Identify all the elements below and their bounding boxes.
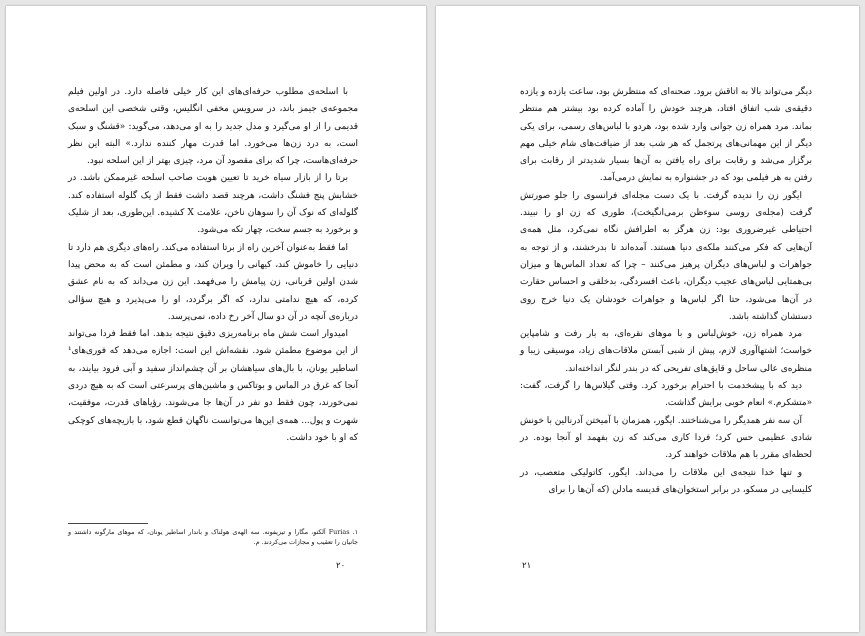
page-number: ۲۱ [522,561,532,571]
footnote-divider [68,523,148,524]
paragraph: برتا را از بازار سیاه خرید تا تعیین هویت صاحب اسلحه غیرممکن باشد. در خشابش پنج فشنگ داشت، هرچند قصد داشت فقط از یک گلوله استفاده کند. گلوله‌ای که نوک آن را سوهان ناخن، علامت X کشیده. این‌طوری، بعد از شلیک و برخورد به جسم سخت، چهار تکه می‌شود. [68,173,358,236]
paragraph: آن سه نفر همدیگر را می‌شناختند. ایگور، همزمان با آمیختن آدرنالین با خونش شادی عظیمی حس کرد؛ فردا کاری می‌کند که زن بفهمد او آنجا بوده. در لحظه‌ای مقرر با هم ملاقات خواهند کرد. [520,415,812,461]
paragraph: دید که با پیشخدمت با احترام برخورد کرد. وقتی گیلاس‌ها را گرفت، گفت: «متشکرم.» انعام خوبی برایش گذاشت. [520,381,812,409]
left-page-body [68,84,358,447]
paragraph: مرد همراه زن، خوش‌لباس و با موهای نقره‌ای، به بار رفت و شامپاین خواست؛ اشتهاآوری لازم، پیش از شبی آبستن ملاقات‌های زیاد، موسیقی زیبا و منظره‌ی عالی ساحل و قایق‌های تفریحی که در بندر لنگر انداخته‌اند. [520,329,812,374]
right-page-body [520,84,812,499]
left-page [6,6,426,632]
paragraph: اما فقط به‌عنوان آخرین راه از برتا استفاده می‌کند. راه‌های دیگری هم دارد تا دنیایی را خاموش کند، کیهانی را ویران کند، و مطمئن است که به محض پیدا شدن اولین قربانی، زن پیامش را می‌فهمد. این زن می‌داند که به نام عشق کرده، که هیچ ندامتی ندارد، که اگر برگردد، او را می‌پذیرد و هیچ سؤالی درباره‌ی آنچه در آن دو سال آخر رخ داده، نمی‌پرسد. [68,242,358,322]
page-number: ۲۰ [336,561,346,571]
right-page [436,6,859,632]
paragraph: دیگر می‌تواند بالا به اتاقش برود. صحنه‌ای که منتظرش بود، ساعت یازده و یازده دقیقه‌ی شب اتفاق افتاد، هرچند خودش را آماده کرده بود بیشتر هم منتظر بماند. مرد همراه زن جوانی وارد شده بود، هردو با لباس‌های رسمی، برای یکی دیگر از این مهمانی‌های پرتجمل که هر شب بعد از ضیافت‌های شام خیلی مهم برگزار می‌شد و رقابت برای راه یافتن به آن‌ها بسیار شدیدتر از رقابت برای رفتن به هر فیلمی بود که در جشنواره به نمایش درمی‌آمد. [520,87,812,184]
paragraph: و تنها خدا نتیجه‌ی این ملاقات را می‌داند. ایگور، کاتولیکی متعصب، در کلیسایی در مسکو، در برابر استخوان‌های قدیسه مادلن (که آن‌ها را برای [520,467,812,495]
paragraph: با اسلحه‌ی مطلوب حرفه‌ای‌های این کار خیلی فاصله دارد. در اولین فیلم مجموعه‌ی جیمز باند، در سرویس مخفی انگلیس، وقتی شخصی این اسلحه‌ی قدیمی را از او می‌گیرد و مدل جدید را به او می‌دهد، می‌گوید: «قشنگ و سبک است، به درد زن‌ها می‌خورد. اما قدرت مهار کننده ندارد.» البته این نظر حرفه‌ای‌هاست، چرا که برای مقصود آن مرد، چیزی بهتر از این اسلحه نبود. [68,87,358,167]
paragraph: ایگور زن را ندیده گرفت. با یک دست مجله‌ای فرانسوی را جلو صورتش گرفت (مجله‌ی روسی سوءظن برمی‌انگیخت)، طوری که زن او را نبیند. احتیاطی غیرضروری بود: زن هرگز به اطرافش نگاه نمی‌کرد، مثل همه‌ی آن‌هایی که فکر می‌کنند ملکه‌ی دنیا هستند. آمده‌اند تا بدرخشند، و از توجه به جواهرات و لباس‌های دیگران پرهیز می‌کنند – چرا که تعداد الماس‌ها و میزان بی‌همتایی لباس‌های عجیب دیگران، باعث افسردگی، بدخلقی و احساس حقارت در آن‌ها می‌شود، حتا اگر لباس‌ها و جواهرات خودشان یک دنیا خرج روی دستشان گذاشته باشد. [520,190,812,322]
footnote: ۱. Furias آلکتو، مگارا و تیزیفونه. سه الهه‌ی هولناک و باندار اساطیر یونان، که موهای مارگونه داشتند و جانیان را تعقیب و مجازات می‌کردند. م. [68,528,358,546]
paragraph: امیدوار است شش ماه برنامه‌ریزی دقیق نتیجه بدهد. اما فقط فردا می‌تواند از این موضوع مطمئن شود. نقشه‌اش این است: اجازه می‌دهد که فوری‌های¹ اساطیر یونان، با بال‌های سیاهشان بر آن چشم‌انداز سفید و آبی فرود بیایند، به آنجا که غرق در الماس و بوتاکس و ماشین‌های پرسرعتی است که به هیچ دردی نمی‌خورند، چون فقط دو نفر در آن‌ها جا می‌شوند. رؤیاهای قدرت، موفقیت، شهرت و پول... همه‌ی این‌ها می‌توانست ناگهان قطع شود، با بازیچه‌های کوچکی که او با خود داشت. [68,329,358,443]
